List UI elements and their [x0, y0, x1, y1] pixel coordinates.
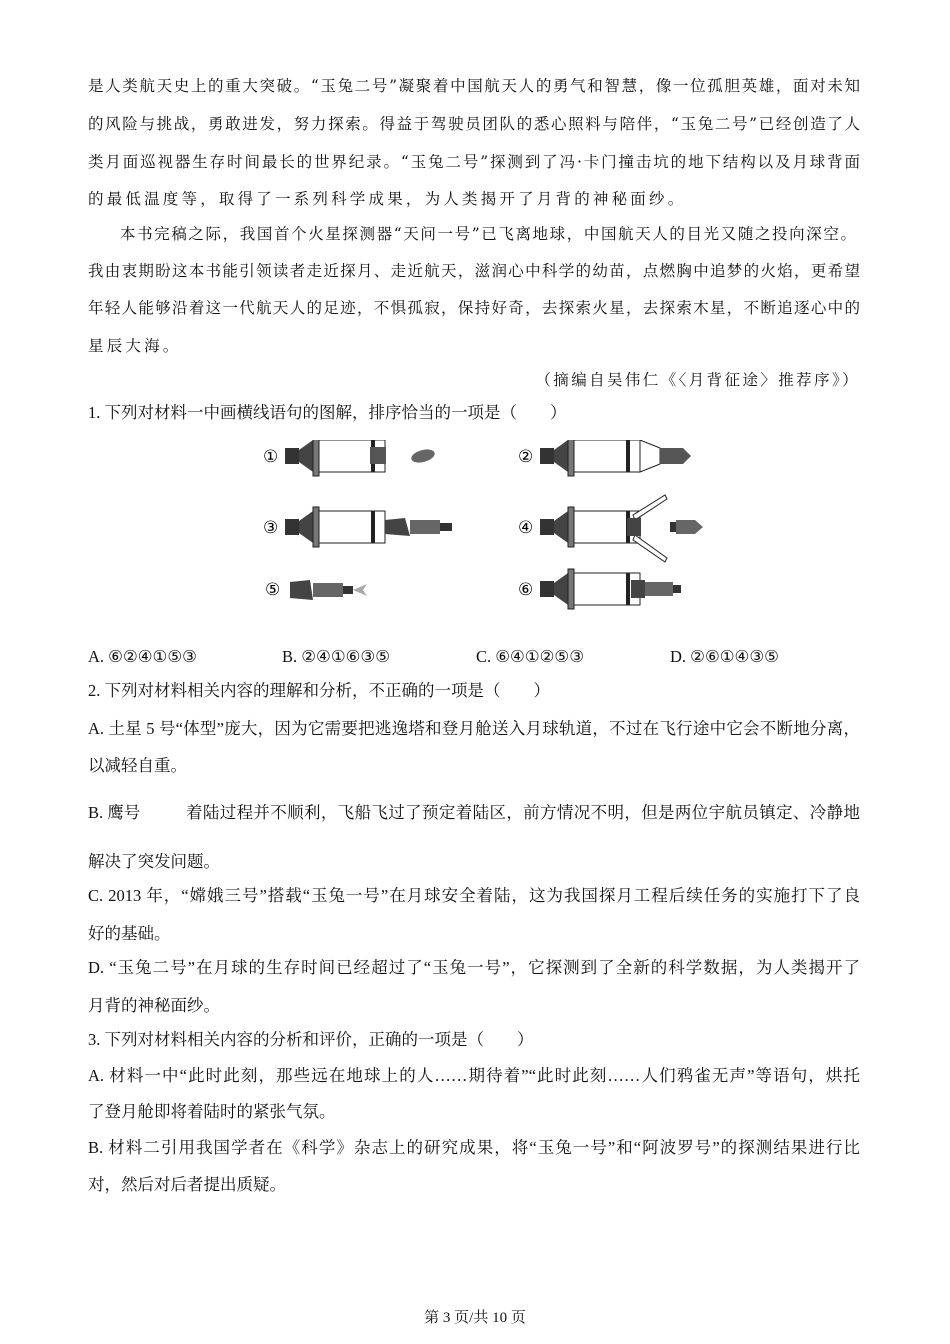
figure-label-1: ①	[263, 447, 279, 467]
passage-line: 类月面巡视器生存时间最长的世界纪录。“玉兔二号”探测到了冯·卡门撞击坑的地下结构以及月球背面	[88, 153, 860, 171]
q2-option-a: 以减轻自重。	[88, 756, 187, 775]
q2-option-d: 月背的神秘面纱。	[88, 996, 220, 1015]
passage-line: 是人类航天史上的重大突破。“玉兔二号”凝聚着中国航天人的勇气和智慧，像一位孤胆英雄，面对未知	[88, 77, 860, 95]
q2-option-d: D. “玉兔二号”在月球的生存时间已经超过了“玉兔一号”，它探测到了全新的科学数据，为人类揭开了	[88, 958, 860, 977]
passage-line: 的风险与挑战，勇敢进发，努力探索。得益于驾驶员团队的悉心照料与陪伴，“玉兔二号”已经创造了人	[88, 115, 860, 133]
option-d[interactable]: D. ②⑥①④③⑤	[670, 647, 779, 666]
figure-label-4: ④	[518, 518, 534, 538]
option-c[interactable]: C. ⑥④①②⑤③	[476, 647, 585, 666]
q2-option-c: C. 2013 年，“嫦娥三号”搭载“玉兔一号”在月球安全着陆，这为我国探月工程后续任务的实施打下了良	[88, 886, 860, 905]
passage-line: 本书完稿之际，我国首个火星探测器“天问一号”已飞离地球，中国航天人的目光又随之投向深空。	[120, 225, 856, 243]
page-number: 第 3 页/共 10 页	[424, 1310, 526, 1326]
q2-option-c: 好的基础。	[88, 924, 171, 943]
q2-option-b-text: 着陆过程并不顺利，飞船飞过了预定着陆区，前方情况不明，但是两位宇航员镇定、冷静地	[186, 803, 860, 822]
q3-option-b: B. 材料二引用我国学者在《科学》杂志上的研究成果，将“玉兔一号”和“阿波罗号”的探测结果进行比	[88, 1138, 860, 1157]
q2-option-b	[88, 803, 860, 823]
q2-option-b: 解决了突发问题。	[88, 852, 220, 871]
question-3-stem: 3. 下列对材料相关内容的分析和评价，正确的一项是（ ）	[88, 1030, 534, 1049]
passage-line: 年轻人能够沿着这一代航天人的足迹，不惧孤寂，保持好奇，去探索火星，去探索木星，不断追逐心中的	[88, 299, 860, 317]
passage-line: 的最低温度等，取得了一系列科学成果，为人类揭开了月背的神秘面纱。	[88, 190, 687, 208]
q3-option-b: 对，然后对后者提出质疑。	[88, 1175, 286, 1194]
question-1-stem: 1. 下列对材料一中画横线语句的图解，排序恰当的一项是（ ）	[88, 403, 567, 422]
figure-label-6: ⑥	[518, 580, 534, 600]
q2-option-a: A. 土星 5 号“体型”庞大，因为它需要把逃逸塔和登月舱送入月球轨道，不过在飞行途中它会不断地分离，	[88, 719, 860, 738]
figure-label-5: ⑤	[265, 580, 281, 600]
q2-option-b-head: B. 鹰号	[88, 803, 141, 822]
passage-source: （摘编自吴伟仁《〈月背征途〉推荐序》）	[535, 371, 860, 389]
option-a[interactable]: A. ⑥②④①⑤③	[88, 647, 197, 666]
figure-label-2: ②	[518, 447, 534, 467]
q3-option-a: 了登月舱即将着陆时的紧张气氛。	[88, 1102, 336, 1121]
question-2-stem: 2. 下列对材料相关内容的理解和分析，不正确的一项是（ ）	[88, 681, 550, 700]
rocket-separation-figure	[255, 440, 715, 620]
figure-label-3: ③	[263, 518, 279, 538]
passage-line: 星辰大海。	[88, 337, 182, 355]
passage-line: 我由衷期盼这本书能引领读者走近探月、走近航天，滋润心中科学的幼苗，点燃胸中追梦的火焰，更希望	[88, 262, 860, 280]
option-b[interactable]: B. ②④①⑥③⑤	[282, 647, 391, 666]
q3-option-a: A. 材料一中“此时此刻，那些远在地球上的人……期待着”“此时此刻……人们鸦雀无声”等语句，烘托	[88, 1066, 860, 1085]
